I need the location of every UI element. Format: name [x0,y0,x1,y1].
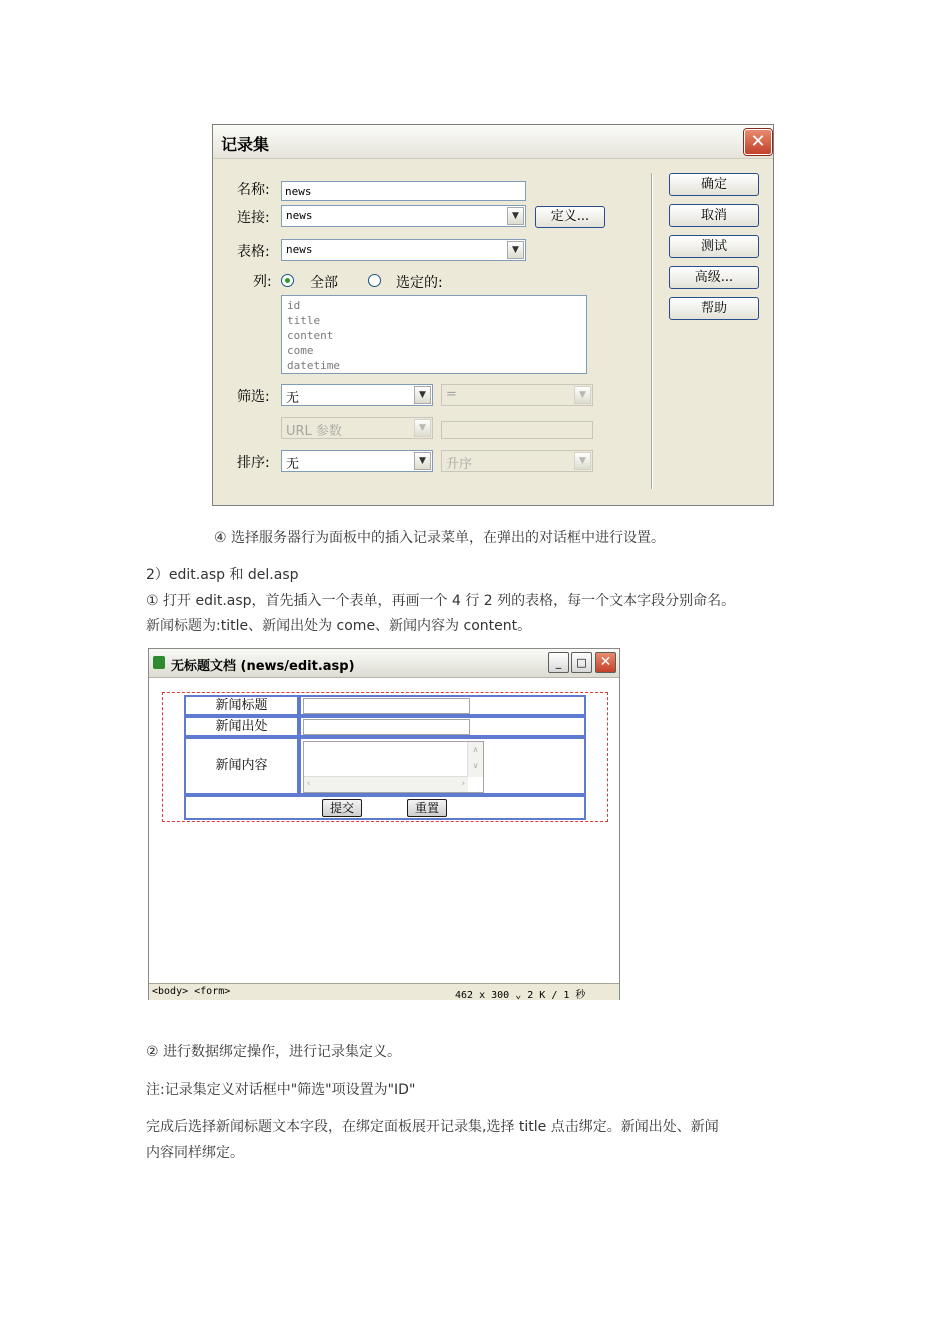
filter-operator-select[interactable] [441,384,593,406]
table-cell [184,716,299,737]
list-item[interactable]: datetime [287,359,340,372]
paragraph: ① 打开 edit.asp，首先插入一个表单，再画一个 4 行 2 列的表格，每一个文本字段分别命名。 [146,593,736,609]
paragraph: 注:记录集定义对话框中"筛选"项设置为"ID" [146,1082,416,1098]
name-input[interactable]: news [281,181,526,201]
tag-selector[interactable]: <body> <form> [152,986,231,997]
content-label: 新闻内容 [215,758,268,773]
table-cell [299,695,586,716]
list-item[interactable]: id [287,299,301,312]
filter-param-input[interactable] [441,421,593,439]
connection-label: 连接: [237,210,270,226]
url-param-value: URL 参数 [286,424,342,439]
window-title: 无标题文档 (news/edit.asp) [171,659,355,674]
connection-select[interactable] [281,205,526,227]
help-button[interactable]: 帮助 [669,297,759,320]
table-select[interactable] [281,239,526,261]
caption: ④ 选择服务器行为面板中的插入记录菜单，在弹出的对话框中进行设置。 [214,530,665,546]
table-cell [299,716,586,737]
title-label: 新闻标题 [215,698,268,713]
table-cell [184,737,299,795]
submit-button[interactable]: 提交 [322,799,362,817]
chevron-down-icon[interactable]: ▼ [414,419,431,437]
selected-columns-label: 选定的: [396,275,443,291]
title-input[interactable] [303,698,470,714]
table-cell [299,737,586,795]
editor-window [148,648,620,1000]
connection-value: news [286,209,313,222]
filter-select[interactable] [281,384,433,406]
list-item[interactable]: content [287,329,334,342]
document-icon [153,656,165,669]
table-label: 表格: [237,244,270,260]
cancel-button[interactable]: 取消 [669,204,759,227]
close-icon[interactable]: ✕ [595,652,616,673]
close-icon[interactable]: ✕ [744,129,772,155]
chevron-down-icon[interactable]: ▼ [507,207,524,225]
status-bar [149,983,619,1000]
selected-columns-radio[interactable] [368,274,381,287]
paragraph: 新闻标题为:title、新闻出处为 come、新闻内容为 content。 [146,618,532,634]
ok-button[interactable]: 确定 [669,173,759,196]
table-value: news [286,243,313,256]
scrollbar[interactable]: ‹ › [304,776,468,792]
status-info: 462 x 300 ⌄ 2 K / 1 秒 [455,990,586,1001]
reset-button[interactable]: 重置 [407,799,447,817]
columns-list[interactable] [281,295,587,374]
table-cell [184,795,586,820]
all-columns-radio[interactable] [281,274,294,287]
sort-value: 无 [286,457,300,472]
divider [651,173,653,489]
filter-value: 无 [286,391,300,406]
advanced-button[interactable]: 高级... [669,266,759,289]
list-item[interactable]: come [287,344,314,357]
paragraph: ② 进行数据绑定操作，进行记录集定义。 [146,1044,401,1060]
maximize-icon[interactable]: □ [571,652,592,673]
minimize-icon[interactable]: _ [548,652,569,673]
paragraph: 内容同样绑定。 [146,1145,244,1161]
all-columns-label: 全部 [310,275,338,291]
source-input[interactable] [303,719,470,735]
filter-label: 筛选: [237,389,270,405]
source-label: 新闻出处 [215,719,268,734]
define-button[interactable]: 定义... [535,206,605,228]
filter-operator-value: = [446,387,457,402]
sort-order-select[interactable] [441,450,593,472]
filter-param-type-select[interactable] [281,417,433,439]
chevron-down-icon[interactable]: ▼ [414,452,431,470]
sort-select[interactable] [281,450,433,472]
columns-label: 列: [253,274,272,290]
table-cell [184,695,299,716]
dialog-title-bar [213,125,773,159]
chevron-down-icon[interactable]: ▼ [574,386,591,404]
test-button[interactable]: 测试 [669,235,759,258]
section-heading: 2）edit.asp 和 del.asp [146,567,299,583]
sort-order-value: 升序 [446,457,473,472]
name-label: 名称: [237,182,270,198]
chevron-down-icon[interactable]: ▼ [574,452,591,470]
paragraph: 完成后选择新闻标题文本字段，在绑定面板展开记录集,选择 title 点击绑定。新闻出处、新闻 [146,1119,719,1135]
window-title-bar [149,649,619,678]
chevron-down-icon[interactable]: ▼ [414,386,431,404]
sort-label: 排序: [237,455,270,471]
dialog-title: 记录集 [221,135,270,154]
content-textarea[interactable] [303,741,484,793]
chevron-down-icon[interactable]: ▼ [507,241,524,259]
list-item[interactable]: title [287,314,321,327]
scrollbar[interactable]: ∧ ∨ [467,742,483,777]
recordset-dialog [212,124,774,506]
